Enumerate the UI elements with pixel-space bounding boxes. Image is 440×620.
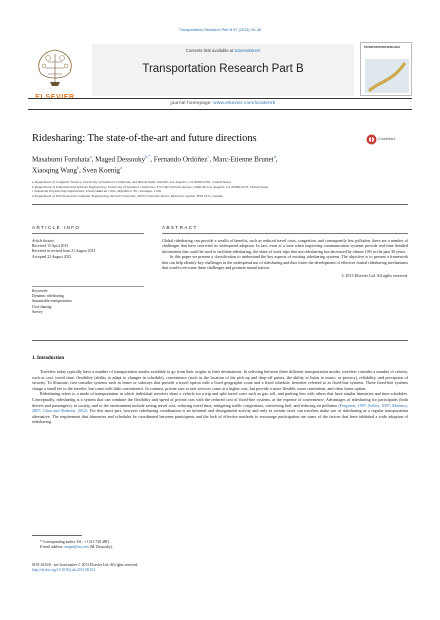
affiliations [32,180,412,198]
elsevier-logo [28,44,82,101]
author-name[interactable]: Sven Koenig [82,166,120,175]
elsevier-wordmark: ELSEVIER [35,94,75,101]
journal-homepage [92,100,354,105]
keywords-label: Keywords: [32,289,49,293]
paragraph-text: For this most part, however ridesharing coordination is an informal and disorganized activity and only in certain cases can travelers make use of ridesharing as a regular transportation alternative. The requirement that itineraries and schedules be coordinated between participants and the lack of effective methods to encourage participation are some of the factors that have inhibited a wide adoption of ridesharing. [32,408,408,425]
abstract-body [162,238,408,279]
history-rule [32,286,144,287]
history-item: Received in revised form 21 August 2013 [32,249,96,254]
authors-line-1: Masabumi Furuhata$^a$, Maged Dessouky$^{b,*}$, Fernando Ordóñez$^c$, Marc-Etienne Brunet$^d$, [32,154,278,164]
keyword: Cost-sharing [32,304,52,309]
cover-road-icon [361,55,412,95]
issn-doi [32,563,408,573]
corresponding-author: * Corresponding author. Tel.: +1 213 740 4891. [40,540,111,544]
paragraph-text: Ridesharing refers to a mode of transportation in which individual travelers share a vehicle for a trip and split travel costs such as gas, toll, and parking fees with others that have similar itineraries and time schedules. Conceptually, ridesharing is a system that can combine the flexibility and speed of private cars with the reduced cost of fixed-line systems, at the expense of convenience. Advantages of ridesharing for participants (both drivers and passengers), to society, and to the environment include saving travel cost, reducing travel time, mitigating traffic congestions, conserving fuel, and reducing air pollution [32,391,408,408]
journal-title: Transportation Research Part B [142,63,304,75]
abstract-heading: ABSTRACT [162,225,198,230]
history-item: Received 15 April 2013 [32,244,69,249]
keyword: Sustainable transportation [32,299,72,304]
author-affil-sup[interactable]: a [119,165,122,170]
email-link[interactable]: maged@usc.edu [64,545,89,549]
article-info-rule [32,233,144,234]
author-affil-sup[interactable]: a [89,154,92,159]
abstract-rule [162,233,408,234]
affiliation: a Department of Computer Science, University of Southern California, 941 Bloom Walk, SAL300, Los Angeles, CA 90089-0781, United States [32,180,232,184]
affiliation: c Industrial Engineering Department, Universidad de Chile, República 701, Santiago, Chile [32,189,162,194]
email-line [40,545,400,550]
abstract-paragraph: Global ridesharing can provide a wealth of benefits, such as reduced travel costs, congestion, and consequently less pollution, there are a number of challenges that have restricted its widespread adoption. In fact, even at a time when improving communication systems provide real-time detailed information that could be used to facilitate ridesharing, the share of work trips that use ridesharing has decreased by almost 10% in the past 30 years. [162,238,408,254]
email-suffix: (M. Dessouky). [88,545,113,549]
sciencedirect-link[interactable]: ScienceDirect [234,48,261,53]
section-heading: 1. Introduction [32,356,65,361]
author-affil-sup[interactable]: c [207,154,210,159]
body-paragraph [32,391,408,425]
abstract-copyright: © 2013 Elsevier Ltd. All rights reserved. [341,273,408,279]
crossmark-badge[interactable] [366,133,408,147]
abstract-paragraph: In this paper we present a classification to understand the key aspects of existing ridesharing systems. The objective is to present a framework that can help identify key challenges in the widespread use of ridesharing and thus foster the development of effective formal ridesharing mechanisms that would overcome these challenges and promote massification. [162,254,408,271]
cover-title: TRANSPORTATION RESEARCH [364,46,401,49]
citation-link[interactable]: (Ferguson, 1997; Kelley, 2007; Morency, 2007; Chan and Shaheen, 2012). [32,402,409,414]
article-title: Ridesharing: The state-of-the-art and future directions [32,133,257,144]
contents-prefix: Contents lists available at [185,48,235,53]
keyword: Dynamic ridesharing [32,294,64,299]
keywords-block [32,289,144,315]
intro-body [32,369,408,425]
authors-line-2: Xiaoqing Wang$^b$, Sven Koenig$^a$ [32,165,122,175]
footnote-rule [32,535,82,536]
crossmark-label: CrossMark [378,137,396,141]
author-name[interactable]: Xiaoqing Wang [32,166,78,175]
body-paragraph: Travelers today typically have a number of transportation modes available to go from their origins to their destinations. In selecting between these different transportation modes, travelers consider a number of criteria, such as cost, travel time, flexibility (ability to adapt to changes in schedule), convenience (such as the location of the pick-up and drop-off points, the ability to listen to music, or privacy), reliability, and perception of security. To illustrate, first consider systems such as buses or subways that provide a travel option with a fixed geographic route and a fixed schedule, hereafter referred to as fixed-line systems. These fixed-line systems charge a small fee to the traveler, but come with little convenience. In contrast, private cars or taxi services come at a higher cost, but provide a more flexible, more convenient, and often faster option. [32,369,408,391]
author-affil-sup[interactable]: b [77,165,80,170]
contents-line [92,48,354,53]
affiliations-rule [32,204,408,205]
author-name[interactable]: Fernando Ordóñez [153,155,208,164]
author-affil-sup[interactable]: b,* [145,154,151,159]
history-label: Article history: [32,239,56,243]
elsevier-tree-icon [28,44,82,88]
masthead-rule [28,98,412,99]
email-label: E-mail address: [40,545,64,549]
journal-citation[interactable]: Transportation Research Part B 57 (2013) 28–46 [178,28,262,32]
author-affil-sup[interactable]: d [273,154,276,159]
issn-line: 0191-2615/$ - see front matter © 2013 Elsevier Ltd. All rights reserved. [32,563,139,567]
doi-link[interactable]: http://dx.doi.org/10.1016/j.trb.2013.08.012 [32,568,96,572]
front-matter-rule [32,340,408,341]
author-name[interactable]: Masabumi Furuhata [32,155,90,164]
homepage-rule [28,109,412,110]
affiliation: d Department of Electrical and Computer Engineering, McGill University, 3630 University Street, Montreal, Quebec H3A 0C6, Canada [32,193,223,198]
history-item: Accepted 22 August 2013 [32,254,72,259]
keyword: Survey [32,309,43,314]
article-info-heading: ARTICLE INFO [32,225,81,230]
affiliation: b Department of Industrial and Systems Engineering, University of Southern California, 3715 McClintock Avenue, GER240, Los Angeles, CA 90089-0193, United States [32,184,269,189]
author-name[interactable]: Maged Dessouky [95,155,146,164]
homepage-link[interactable]: www.elsevier.com/locate/trb [213,100,276,105]
footnote [40,540,400,550]
homepage-prefix: journal homepage: [170,100,214,105]
journal-cover [360,42,412,96]
crossmark-icon [366,134,377,145]
author-name[interactable]: Marc-Etienne Brunet [212,155,274,164]
article-history [32,239,144,260]
